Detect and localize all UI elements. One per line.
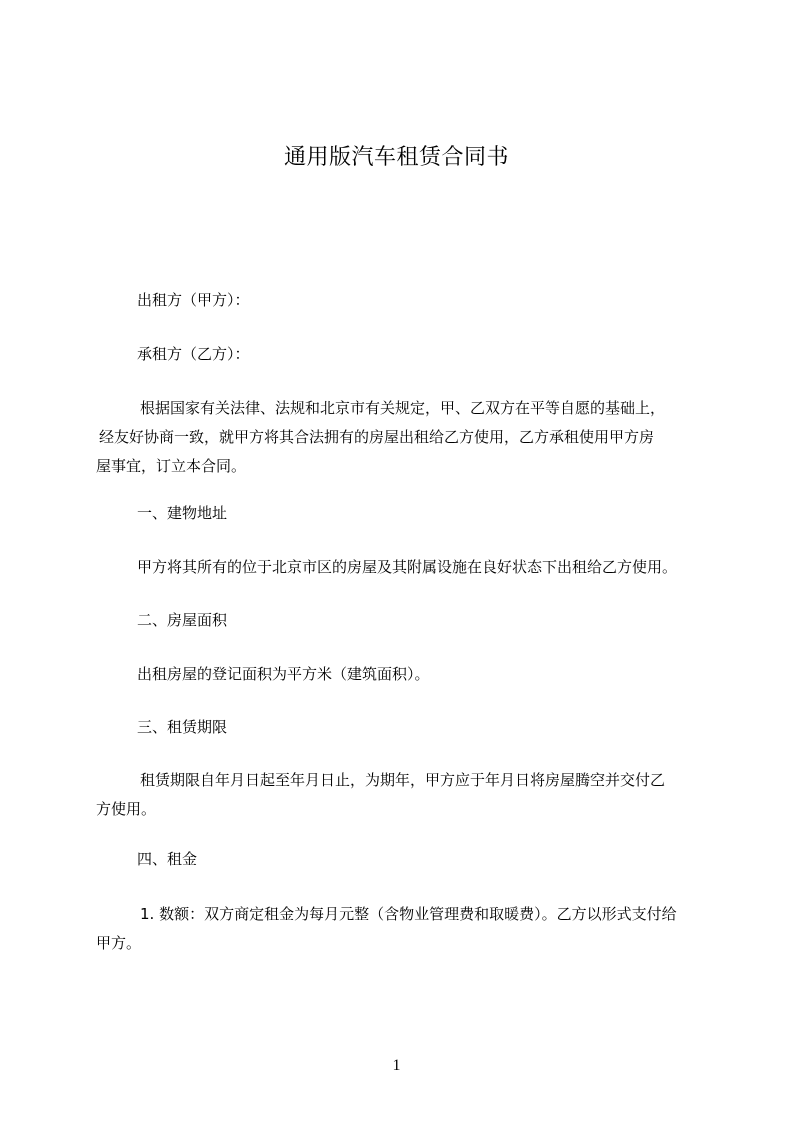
section-4-item-1-line-2: 甲方。 <box>96 934 142 952</box>
lessor-label: 出租方（甲方）： <box>137 291 250 309</box>
section-3-heading: 三、租赁期限 <box>137 718 228 736</box>
preamble-line-2: 经友好协商一致，就甲方将其合法拥有的房屋出租给乙方使用，乙方承租使用甲方房 <box>99 428 655 446</box>
section-2-heading: 二、房屋面积 <box>137 611 228 629</box>
section-1-text: 甲方将其所有的位于北京市区的房屋及其附属设施在良好状态下出租给乙方使用。 <box>137 558 678 576</box>
section-4-item-1-line-1: 1. 数额：双方商定租金为每月元整（含物业管理费和取暖费）。乙方以形式支付给 <box>140 905 677 923</box>
section-3-line-1: 租赁期限自年月日起至年月日止，为期年，甲方应于年月日将房屋腾空并交付乙 <box>140 771 666 789</box>
preamble-line-3: 屋事宜，订立本合同。 <box>96 457 247 475</box>
lessee-label: 承租方（乙方）： <box>137 345 250 363</box>
page-number: 1 <box>392 1057 401 1074</box>
section-1-heading: 一、建物地址 <box>137 504 228 522</box>
document-title: 通用版汽车租赁合同书 <box>283 145 509 170</box>
section-4-heading: 四、租金 <box>137 850 198 868</box>
preamble-line-1: 根据国家有关法律、法规和北京市有关规定，甲、乙双方在平等自愿的基础上， <box>140 399 666 417</box>
section-2-text: 出租房屋的登记面积为平方米（建筑面积）。 <box>137 665 430 683</box>
section-3-line-2: 方使用。 <box>96 800 157 818</box>
